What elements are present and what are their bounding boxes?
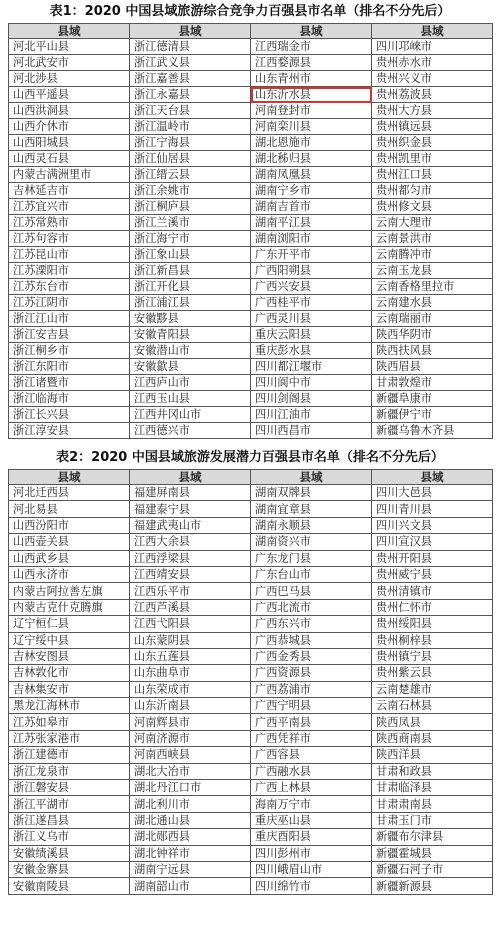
table-row xyxy=(9,279,493,295)
table-cell: 吉林安图县 xyxy=(9,648,130,664)
table-cell: 江苏句容市 xyxy=(9,231,130,247)
table-cell: 贵州织金县 xyxy=(372,135,493,151)
table-cell: 海南万宁市 xyxy=(251,796,372,812)
table-row xyxy=(9,135,493,151)
table-cell: 湖北利川市 xyxy=(130,796,251,812)
column-header: 县域 xyxy=(251,24,372,39)
table-cell: 浙江兰溪市 xyxy=(130,215,251,231)
table-cell: 江西靖安县 xyxy=(130,566,251,582)
table-row xyxy=(9,215,493,231)
table-cell: 贵州清镇市 xyxy=(372,583,493,599)
table-cell: 四川青川县 xyxy=(372,501,493,517)
table-cell: 重庆云阳县 xyxy=(251,327,372,343)
table-cell: 陕西华阴市 xyxy=(372,327,493,343)
table-cell: 河北迁西县 xyxy=(9,485,130,501)
table-cell: 云南腾冲市 xyxy=(372,247,493,263)
column-header: 县域 xyxy=(9,470,130,485)
table-row xyxy=(9,423,493,439)
table-row xyxy=(9,103,493,119)
table-cell: 四川江油市 xyxy=(251,407,372,423)
table-cell: 黑龙江海林市 xyxy=(9,698,130,714)
table-cell: 山西阳城县 xyxy=(9,135,130,151)
table-row xyxy=(9,796,493,812)
table-cell: 贵州威宁县 xyxy=(372,566,493,582)
column-header: 县域 xyxy=(372,24,493,39)
table-cell: 四川剑阁县 xyxy=(251,391,372,407)
table-cell: 贵州绥阳县 xyxy=(372,616,493,632)
table-cell: 浙江仙居县 xyxy=(130,151,251,167)
table-row xyxy=(9,829,493,845)
table-cell: 福建武夷山市 xyxy=(130,517,251,533)
table-cell: 四川绵竹市 xyxy=(251,878,372,894)
table-cell: 山东沂南县 xyxy=(130,698,251,714)
table-cell: 内蒙古阿拉善左旗 xyxy=(9,583,130,599)
table-cell: 吉林集安市 xyxy=(9,681,130,697)
table-cell: 湖南浏阳市 xyxy=(251,231,372,247)
table-cell: 辽宁桓仁县 xyxy=(9,616,130,632)
table-cell: 河南济源市 xyxy=(130,730,251,746)
table-cell: 重庆彭水县 xyxy=(251,343,372,359)
table-cell: 河北涉县 xyxy=(9,71,130,87)
table-row xyxy=(9,247,493,263)
table-cell: 江西弋阳县 xyxy=(130,616,251,632)
table-cell: 广西融水县 xyxy=(251,763,372,779)
table-cell: 浙江德清县 xyxy=(130,39,251,55)
table-cell: 云南大理市 xyxy=(372,215,493,231)
table-cell: 湖南宜章县 xyxy=(251,501,372,517)
table-cell: 广西荔浦市 xyxy=(251,681,372,697)
table-cell: 湖南资兴市 xyxy=(251,534,372,550)
table-cell: 安徽青阳县 xyxy=(130,327,251,343)
table-row xyxy=(9,665,493,681)
table-row xyxy=(9,359,493,375)
table-cell: 广西凭祥市 xyxy=(251,730,372,746)
table-row xyxy=(9,87,493,103)
table-row xyxy=(9,714,493,730)
column-header: 县域 xyxy=(130,470,251,485)
table-cell: 福建屏南县 xyxy=(130,485,251,501)
table-row xyxy=(9,71,493,87)
table-cell: 陕西扶风县 xyxy=(372,343,493,359)
table-cell: 甘肃玉门市 xyxy=(372,812,493,828)
table-cell: 贵州桐梓县 xyxy=(372,632,493,648)
table-cell: 浙江桐庐县 xyxy=(130,199,251,215)
table-cell: 山东曲阜市 xyxy=(130,665,251,681)
table-cell: 浙江缙云县 xyxy=(130,167,251,183)
table-cell: 四川峨眉山市 xyxy=(251,861,372,877)
table-cell: 江西玉山县 xyxy=(130,391,251,407)
table-cell: 贵州镇宁县 xyxy=(372,648,493,664)
table-row xyxy=(9,119,493,135)
table-cell: 湖北秭归县 xyxy=(251,151,372,167)
table-cell: 贵州大方县 xyxy=(372,103,493,119)
table-cell: 浙江磐安县 xyxy=(9,780,130,796)
table-cell: 山西壶关县 xyxy=(9,534,130,550)
table-cell: 贵州兴义市 xyxy=(372,71,493,87)
table-row xyxy=(9,517,493,533)
table-row xyxy=(9,375,493,391)
table-cell: 安徽潜山市 xyxy=(130,343,251,359)
table-cell: 浙江浦江县 xyxy=(130,295,251,311)
table-cell: 湖北郧西县 xyxy=(130,829,251,845)
table-cell: 四川大邑县 xyxy=(372,485,493,501)
table2-title: 表2：2020 中国县域旅游发展潜力百强县市名单（排名不分先后） xyxy=(56,450,444,465)
table-cell: 四川西昌市 xyxy=(251,423,372,439)
table-cell: 江西庐山市 xyxy=(130,375,251,391)
table-cell: 广西上林县 xyxy=(251,780,372,796)
table-row xyxy=(9,566,493,582)
table-cell: 江西婺源县 xyxy=(251,55,372,71)
table-row xyxy=(9,616,493,632)
table-cell: 四川兴文县 xyxy=(372,517,493,533)
table-cell: 贵州开阳县 xyxy=(372,550,493,566)
table-cell: 山东青州市 xyxy=(251,71,372,87)
table1 xyxy=(8,23,493,439)
table-cell: 陕西商南县 xyxy=(372,730,493,746)
table-cell: 云南建水县 xyxy=(372,295,493,311)
table-cell: 湖北大冶市 xyxy=(130,763,251,779)
table-cell: 湖南双牌县 xyxy=(251,485,372,501)
table-cell: 广西桂平市 xyxy=(251,295,372,311)
table-cell: 山西洪洞县 xyxy=(9,103,130,119)
table-cell: 浙江安吉县 xyxy=(9,327,130,343)
table-cell: 江西乐平市 xyxy=(130,583,251,599)
table2 xyxy=(8,469,493,895)
table-cell: 广西阳朔县 xyxy=(251,263,372,279)
table-cell: 山西汾阳市 xyxy=(9,517,130,533)
table-cell: 甘肃肃南县 xyxy=(372,796,493,812)
table-cell: 新疆石河子市 xyxy=(372,861,493,877)
table-cell: 湖北恩施市 xyxy=(251,135,372,151)
column-header: 县域 xyxy=(372,470,493,485)
table-cell: 四川彭州市 xyxy=(251,845,372,861)
table-row xyxy=(9,534,493,550)
table-cell: 福建泰宁县 xyxy=(130,501,251,517)
table-cell: 江苏东台市 xyxy=(9,279,130,295)
table-cell: 安徽金寨县 xyxy=(9,861,130,877)
table-row xyxy=(9,39,493,55)
table-cell: 浙江遂昌县 xyxy=(9,812,130,828)
table-cell: 浙江诸暨市 xyxy=(9,375,130,391)
table-cell: 湖北钟祥市 xyxy=(130,845,251,861)
table-cell: 吉林敦化市 xyxy=(9,665,130,681)
table-cell: 江西井冈山市 xyxy=(130,407,251,423)
table-cell: 浙江象山县 xyxy=(130,247,251,263)
table-cell: 湖南永顺县 xyxy=(251,517,372,533)
table-cell: 广西北流市 xyxy=(251,599,372,615)
table-row xyxy=(9,231,493,247)
table-cell: 浙江嘉善县 xyxy=(130,71,251,87)
table-cell: 陕西洋县 xyxy=(372,747,493,763)
table2-header-row xyxy=(9,470,493,485)
table-cell: 浙江余姚市 xyxy=(130,183,251,199)
table-cell: 新疆阜康市 xyxy=(372,391,493,407)
table-cell: 河北武安市 xyxy=(9,55,130,71)
table-cell: 江苏常熟市 xyxy=(9,215,130,231)
table-cell: 浙江海宁市 xyxy=(130,231,251,247)
table-cell: 山西武乡县 xyxy=(9,550,130,566)
table-row xyxy=(9,648,493,664)
table-cell: 重庆巫山县 xyxy=(251,812,372,828)
table-row xyxy=(9,391,493,407)
table-cell: 浙江温岭市 xyxy=(130,119,251,135)
table-row xyxy=(9,747,493,763)
table-cell: 河南登封市 xyxy=(251,103,372,119)
table-cell: 广西东兴市 xyxy=(251,616,372,632)
table-row xyxy=(9,812,493,828)
table-cell: 甘肃临泽县 xyxy=(372,780,493,796)
table-row xyxy=(9,183,493,199)
table-row xyxy=(9,343,493,359)
table-cell: 山西介休市 xyxy=(9,119,130,135)
table-cell: 山东荣成市 xyxy=(130,681,251,697)
table-row xyxy=(9,327,493,343)
table-row xyxy=(9,311,493,327)
table-cell: 陕西凤县 xyxy=(372,714,493,730)
table-cell: 湖南韶山市 xyxy=(130,878,251,894)
table-cell: 湖南宁乡市 xyxy=(251,183,372,199)
table-row xyxy=(9,199,493,215)
table-cell: 河南辉县市 xyxy=(130,714,251,730)
table-cell: 贵州仁怀市 xyxy=(372,599,493,615)
table-cell: 四川都江堰市 xyxy=(251,359,372,375)
table-cell: 四川邛崃市 xyxy=(372,39,493,55)
table-cell: 浙江武义县 xyxy=(130,55,251,71)
table-cell: 安徽南陵县 xyxy=(9,878,130,894)
table-cell: 江西大余县 xyxy=(130,534,251,550)
table-row xyxy=(9,295,493,311)
table-cell: 江西芦溪县 xyxy=(130,599,251,615)
table-cell: 浙江永嘉县 xyxy=(130,87,251,103)
table-row xyxy=(9,780,493,796)
table1-header-row xyxy=(9,24,493,39)
table-row xyxy=(9,878,493,894)
table-cell: 云南景洪市 xyxy=(372,231,493,247)
table-cell: 贵州赤水市 xyxy=(372,55,493,71)
table-cell: 江西德兴市 xyxy=(130,423,251,439)
table-cell: 辽宁绥中县 xyxy=(9,632,130,648)
table-cell: 河北易县 xyxy=(9,501,130,517)
table-cell: 贵州江口县 xyxy=(372,167,493,183)
table-cell: 云南玉龙县 xyxy=(372,263,493,279)
table-cell: 山东蒙阴县 xyxy=(130,632,251,648)
table-cell: 云南楚雄市 xyxy=(372,681,493,697)
table-cell: 安徽绩溪县 xyxy=(9,845,130,861)
table-cell: 新疆乌鲁木齐县 xyxy=(372,423,493,439)
table-cell: 浙江江山市 xyxy=(9,311,130,327)
table-cell: 浙江长兴县 xyxy=(9,407,130,423)
table-row xyxy=(9,501,493,517)
table-cell: 河南西峡县 xyxy=(130,747,251,763)
table-row xyxy=(9,861,493,877)
table-row xyxy=(9,845,493,861)
table-cell: 贵州荔波县 xyxy=(372,87,493,103)
table-cell: 新疆伊宁市 xyxy=(372,407,493,423)
table1-title: 表1：2020 中国县域旅游综合竞争力百强县市名单（排名不分先后） xyxy=(49,4,451,19)
table-cell: 四川阆中市 xyxy=(251,375,372,391)
table-cell: 浙江东阳市 xyxy=(9,359,130,375)
table-cell: 广西恭城县 xyxy=(251,632,372,648)
table-cell: 广东龙门县 xyxy=(251,550,372,566)
table-cell: 浙江桐乡市 xyxy=(9,343,130,359)
column-header: 县域 xyxy=(251,470,372,485)
table-cell: 贵州紫云县 xyxy=(372,665,493,681)
table-row xyxy=(9,698,493,714)
table-cell: 江苏溧阳市 xyxy=(9,263,130,279)
table-cell: 江苏如皋市 xyxy=(9,714,130,730)
table-cell: 浙江天台县 xyxy=(130,103,251,119)
table-cell: 江苏江阴市 xyxy=(9,295,130,311)
table-cell: 江苏宜兴市 xyxy=(9,199,130,215)
table-cell: 内蒙古克什克腾旗 xyxy=(9,599,130,615)
table-cell: 江苏昆山市 xyxy=(9,247,130,263)
table-cell: 湖北丹江口市 xyxy=(130,780,251,796)
table-cell: 贵州修文县 xyxy=(372,199,493,215)
table-cell: 山东五莲县 xyxy=(130,648,251,664)
table-cell: 湖南宁远县 xyxy=(130,861,251,877)
table-cell: 新疆霍城县 xyxy=(372,845,493,861)
table-cell: 河南栾川县 xyxy=(251,119,372,135)
table-row xyxy=(9,55,493,71)
table-cell: 广西容县 xyxy=(251,747,372,763)
table-cell: 重庆酉阳县 xyxy=(251,829,372,845)
table-cell: 云南瑞丽市 xyxy=(372,311,493,327)
table-cell: 浙江临海市 xyxy=(9,391,130,407)
table-cell: 浙江新昌县 xyxy=(130,263,251,279)
table-cell: 浙江建德市 xyxy=(9,747,130,763)
table-cell: 广西平南县 xyxy=(251,714,372,730)
table-cell: 广西巴马县 xyxy=(251,583,372,599)
table-cell: 甘肃敦煌市 xyxy=(372,375,493,391)
table-cell: 山西永济市 xyxy=(9,566,130,582)
table-cell: 浙江义乌市 xyxy=(9,829,130,845)
table-cell: 吉林延吉市 xyxy=(9,183,130,199)
table-row xyxy=(9,681,493,697)
table-cell: 广西宁明县 xyxy=(251,698,372,714)
table-cell: 广西灵川县 xyxy=(251,311,372,327)
table-cell: 广西金秀县 xyxy=(251,648,372,664)
table-row xyxy=(9,583,493,599)
table-row xyxy=(9,151,493,167)
highlighted-cell: 山东沂水县 xyxy=(251,87,372,103)
page xyxy=(0,1,500,944)
table-cell: 湖南凤凰县 xyxy=(251,167,372,183)
table-row xyxy=(9,167,493,183)
table-cell: 新疆新源县 xyxy=(372,878,493,894)
table-cell: 云南香格里拉市 xyxy=(372,279,493,295)
table-cell: 云南石林县 xyxy=(372,698,493,714)
table-cell: 安徽歙县 xyxy=(130,359,251,375)
table-cell: 广东台山市 xyxy=(251,566,372,582)
table-cell: 四川宣汉县 xyxy=(372,534,493,550)
table-cell: 浙江平湖市 xyxy=(9,796,130,812)
table-cell: 新疆布尔津县 xyxy=(372,829,493,845)
table-cell: 陕西眉县 xyxy=(372,359,493,375)
table-cell: 湖北通山县 xyxy=(130,812,251,828)
table-cell: 山西平遥县 xyxy=(9,87,130,103)
table-cell: 江西浮梁县 xyxy=(130,550,251,566)
table-cell: 湖南吉首市 xyxy=(251,199,372,215)
table-cell: 甘肃和政县 xyxy=(372,763,493,779)
table-cell: 内蒙古满洲里市 xyxy=(9,167,130,183)
table-row xyxy=(9,763,493,779)
table-row xyxy=(9,730,493,746)
table-cell: 广西资源县 xyxy=(251,665,372,681)
table-row xyxy=(9,599,493,615)
table-row xyxy=(9,263,493,279)
table-cell: 贵州都匀市 xyxy=(372,183,493,199)
table-row xyxy=(9,632,493,648)
column-header: 县域 xyxy=(9,24,130,39)
table-cell: 河北平山县 xyxy=(9,39,130,55)
column-header: 县域 xyxy=(130,24,251,39)
table-cell: 浙江开化县 xyxy=(130,279,251,295)
table-cell: 江西瑞金市 xyxy=(251,39,372,55)
table-cell: 浙江宁海县 xyxy=(130,135,251,151)
table-cell: 山西灵石县 xyxy=(9,151,130,167)
table-cell: 浙江龙泉市 xyxy=(9,763,130,779)
table-cell: 贵州镇远县 xyxy=(372,119,493,135)
table-row xyxy=(9,485,493,501)
table-cell: 浙江淳安县 xyxy=(9,423,130,439)
table-cell: 湖南平江县 xyxy=(251,215,372,231)
table-row xyxy=(9,550,493,566)
table-row xyxy=(9,407,493,423)
table-cell: 广东开平市 xyxy=(251,247,372,263)
table-cell: 贵州凯里市 xyxy=(372,151,493,167)
table-cell: 广西兴安县 xyxy=(251,279,372,295)
table-cell: 江苏张家港市 xyxy=(9,730,130,746)
table-cell: 安徽黟县 xyxy=(130,311,251,327)
